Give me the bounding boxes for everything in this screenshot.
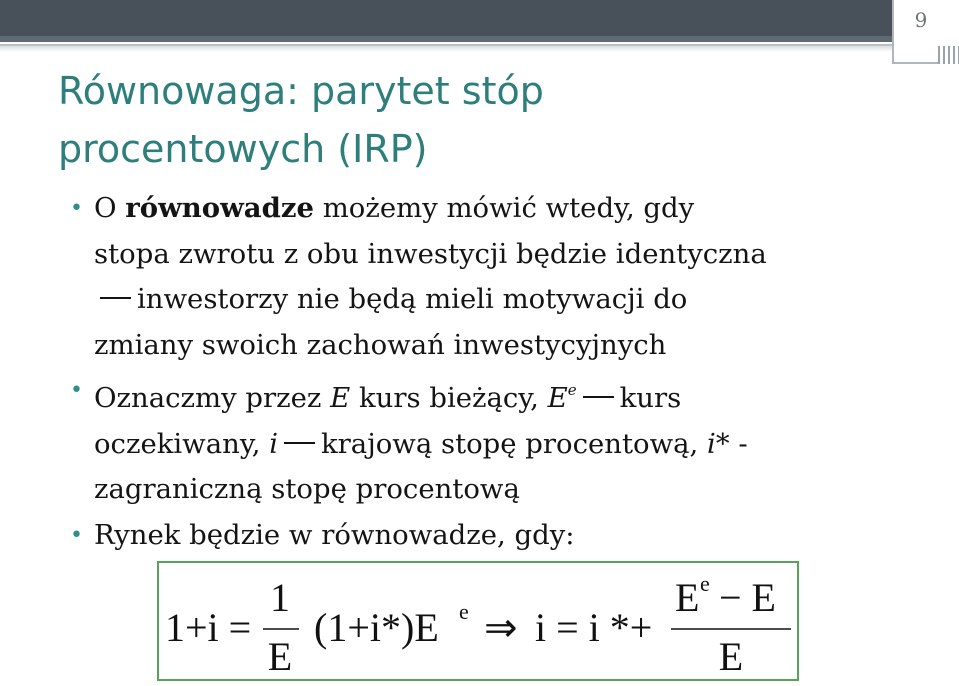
text-run: zmiany swoich zachowań inwestycyjnych [94,328,667,361]
text-run: krajową stopę procentową, [321,427,708,460]
formula-frac2-den: E [718,634,744,679]
text-run: inwestorzy nie będą mieli motywacji do [137,283,688,315]
symbol-E: E [330,382,351,414]
bullet-dot-icon: • [70,378,83,403]
text-run: możemy mówić wtedy, gdy [313,192,695,224]
formula-frac1-num: 1 [270,575,290,620]
header-bar [0,0,959,36]
formula-frac2-num: E [675,575,700,620]
title-line-1: Równowaga: parytet stóp [58,69,544,113]
irp-formula [157,561,799,681]
text-run: kurs bieżący, [350,382,548,414]
em-dash [284,442,315,444]
formula-frac2-num-sup: e [700,571,710,596]
slide-title [58,62,858,178]
bullet-dot-icon: • [70,522,83,548]
text-run: stopa zwrotu z obu inwestycji będzie identyczna [94,237,767,270]
text-run: zagraniczną stopę procentową [94,473,520,505]
bullet-notation [70,368,940,513]
bullet-list [70,186,940,558]
decorative-stripes [938,46,959,64]
bold-term: równowadze [125,192,314,224]
bullet-market-equilibrium [70,513,940,559]
slide-number: 9 [914,8,928,32]
em-dash [583,396,614,398]
symbol-i: i [269,427,278,460]
text-run: kurs [619,382,682,414]
formula-mid-sup: e [459,599,469,624]
bullet-equilibrium [70,186,940,368]
formula-lhs: 1+i = [165,605,252,650]
text-run: oczekiwany, [94,427,270,460]
formula-svg [159,563,797,679]
text-run: Rynek będzie w równowadze, gdy: [94,518,575,551]
formula-implies: ⇒ [484,605,518,650]
text-run: O [94,192,126,224]
text-run: Oznaczmy przez [94,382,331,414]
symbol-istar: i* [707,427,730,460]
em-dash [100,297,131,299]
formula-rhs: i = i *+ [535,605,653,650]
title-line-2: procentowych (IRP) [58,127,428,171]
superscript-e: e [567,381,577,399]
text-run: - [729,427,748,460]
formula-frac2-num-rest: − E [719,575,776,620]
formula-frac1-den: E [267,634,293,679]
header-accent-line [0,36,959,42]
header-shadow [0,46,959,52]
symbol-Ee: E [547,382,568,414]
bullet-dot-icon: • [70,196,83,221]
formula-mid: (1+i*)E [314,605,439,650]
